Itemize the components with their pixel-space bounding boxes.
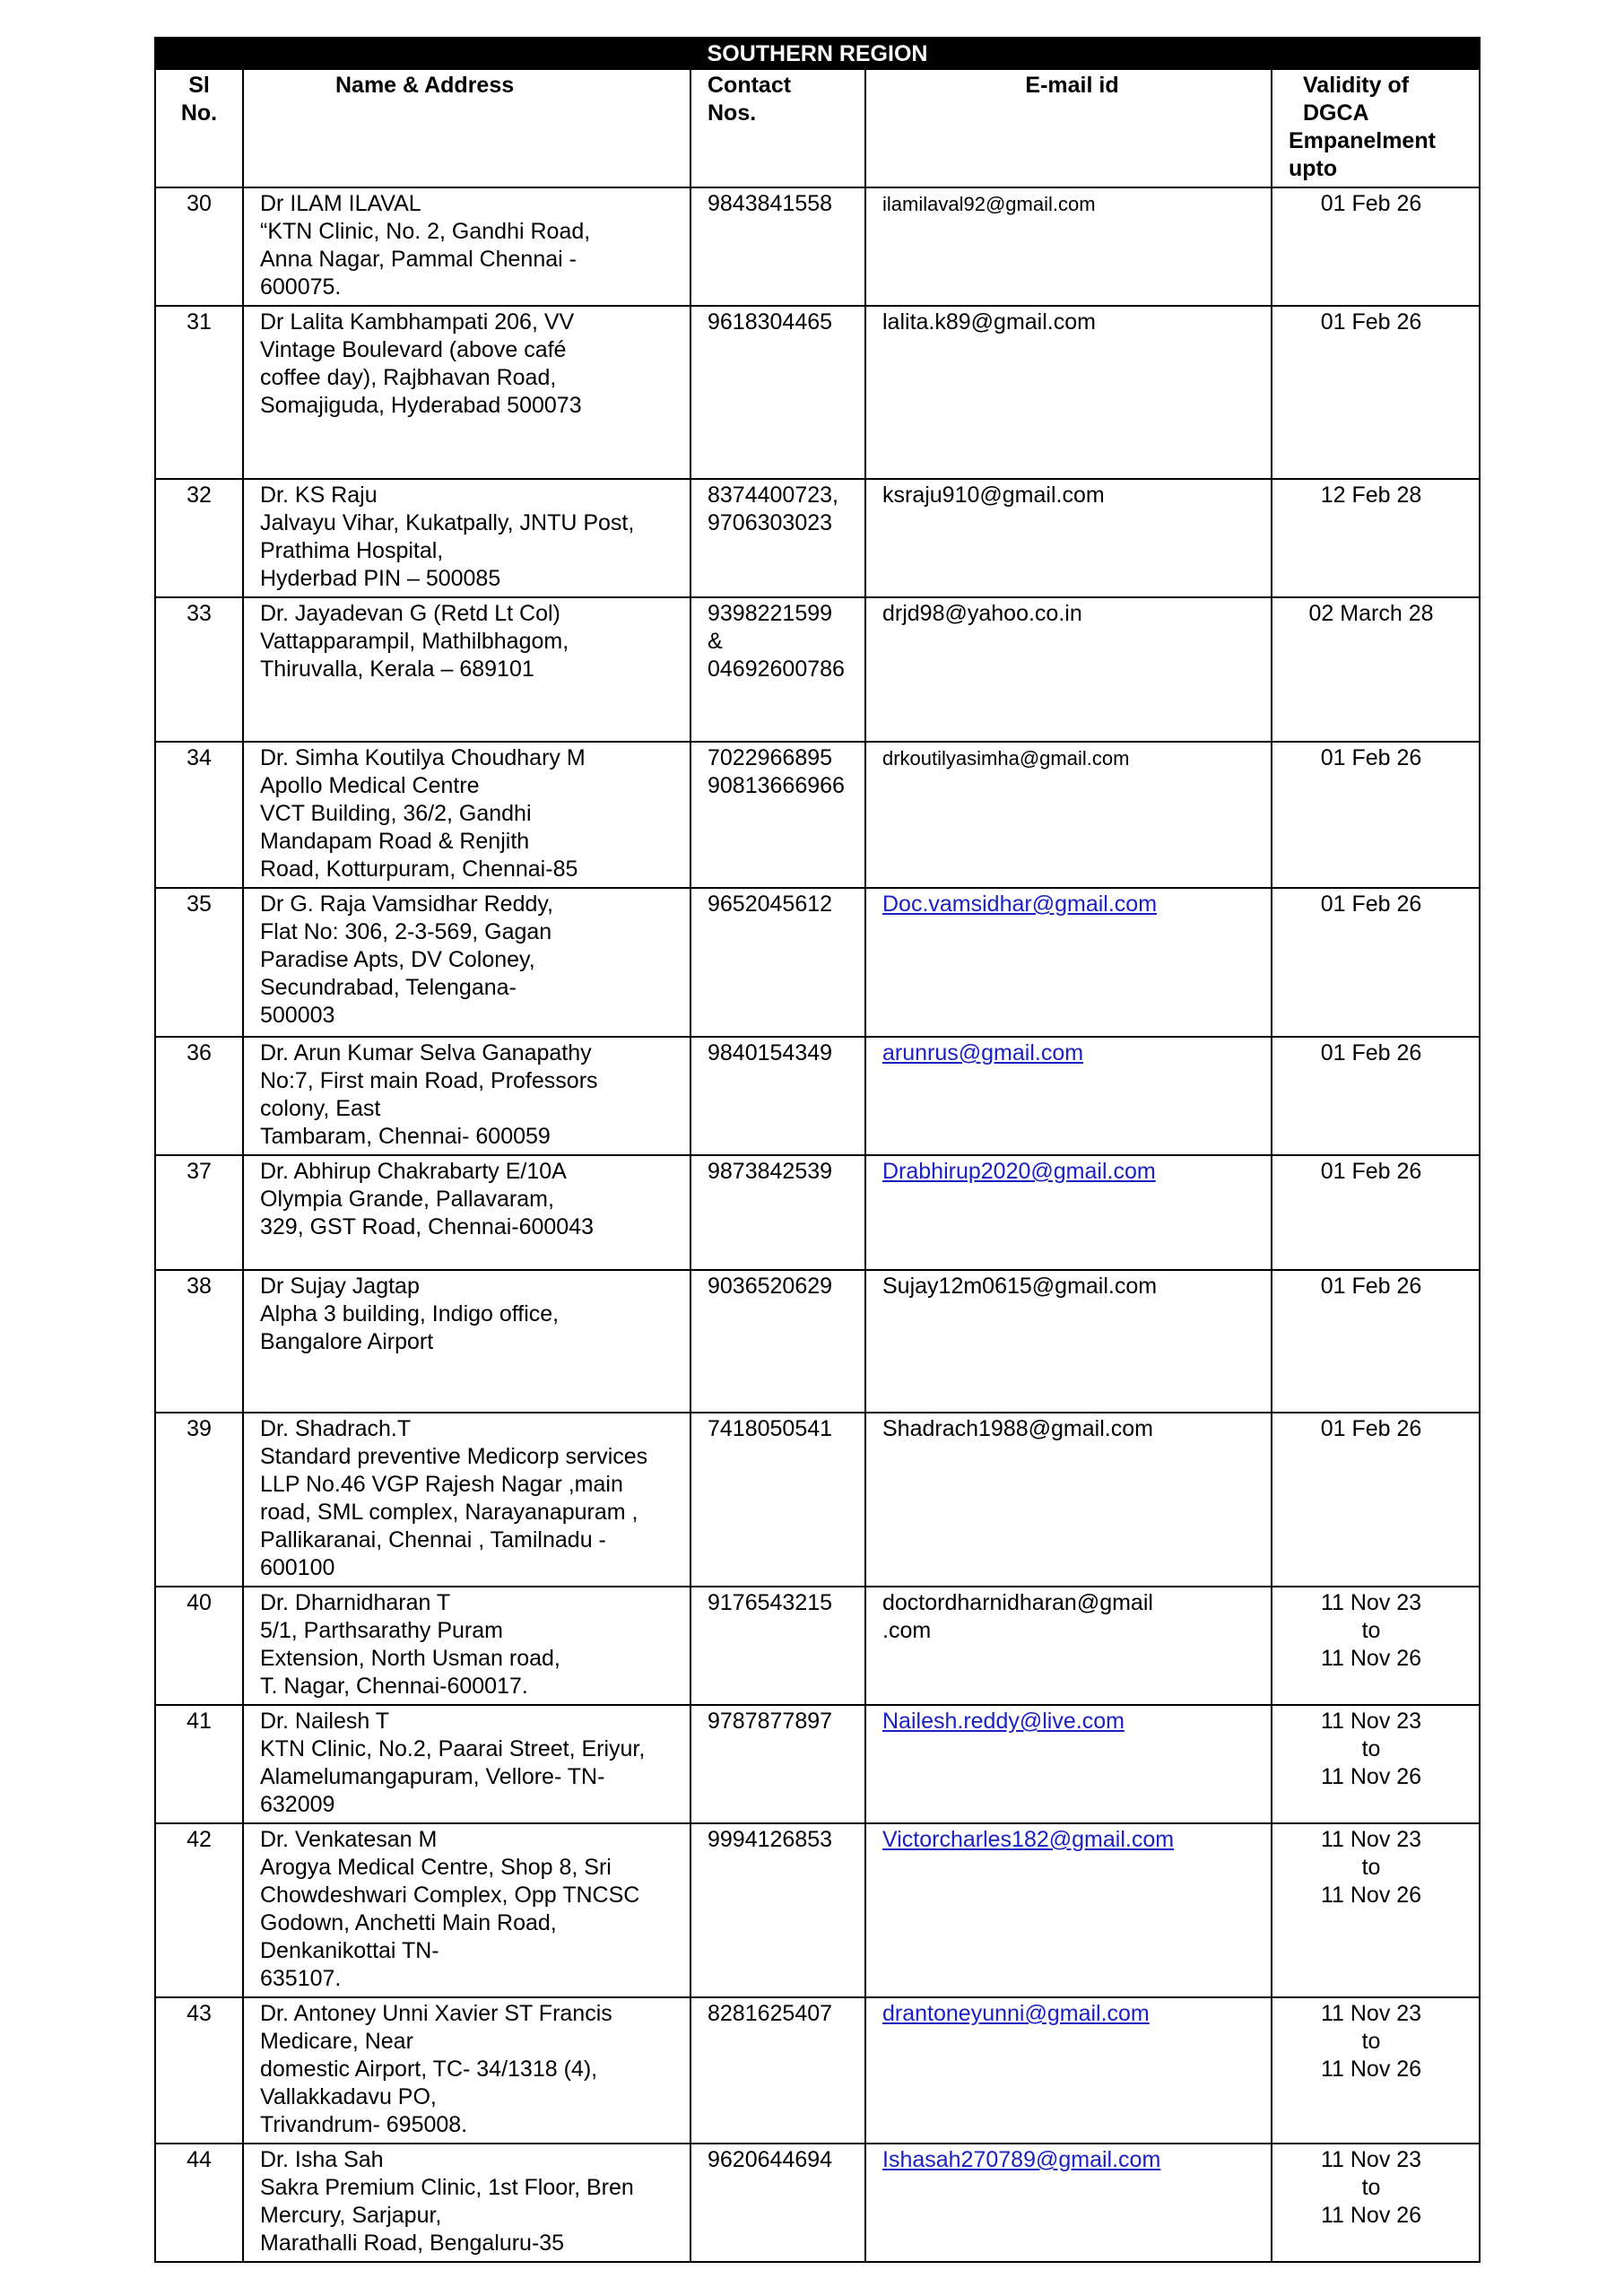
name-line: Dr Lalita Kambhampati 206, VV [260, 309, 575, 335]
email-text: Sujay12m0615@gmail.com [882, 1274, 1158, 1299]
validity-cell [1272, 1705, 1480, 1823]
name-line: Flat No: 306, 2-3-569, Gagan [260, 919, 552, 944]
contact-cell [690, 1413, 865, 1587]
validity-cell [1272, 1823, 1480, 1997]
header-sl-line: Sl [188, 73, 210, 98]
table-row [155, 742, 1480, 888]
name-line: Tambaram, Chennai- 600059 [260, 1124, 551, 1149]
email-cell [865, 1270, 1272, 1413]
header-contact-line: Contact [708, 73, 792, 98]
region-header-row [155, 38, 1480, 69]
name-line: Dr. Arun Kumar Selva Ganapathy [260, 1040, 592, 1065]
name-address-cell [243, 306, 690, 479]
email-text: drkoutilyasimha@gmail.com [882, 747, 1130, 770]
sl-no-cell: 38 [155, 1270, 243, 1413]
validity-line: 12 Feb 28 [1320, 483, 1422, 508]
sl-no-cell: 37 [155, 1155, 243, 1270]
name-line: 5/1, Parthsarathy Puram [260, 1618, 503, 1643]
sl-no-cell: 44 [155, 2144, 243, 2262]
email-cell [865, 306, 1272, 479]
contact-line: 04692600786 [708, 657, 845, 682]
name-address-cell [243, 2144, 690, 2262]
table-row [155, 888, 1480, 1037]
email-cell [865, 1413, 1272, 1587]
name-line: 329, GST Road, Chennai-600043 [260, 1214, 595, 1239]
name-line: 635107. [260, 1966, 342, 1991]
name-address-cell [243, 1997, 690, 2144]
name-line: Dr. Dharnidharan T [260, 1590, 451, 1615]
name-line: 500003 [260, 1003, 335, 1028]
name-line: Secundrabad, Telengana- [260, 975, 517, 1000]
email-text: .com [882, 1618, 932, 1643]
name-line: Medicare, Near [260, 2029, 413, 2054]
contact-cell [690, 479, 865, 597]
validity-cell [1272, 1587, 1480, 1705]
sl-no-cell: 32 [155, 479, 243, 597]
email-cell [865, 479, 1272, 597]
name-address-cell [243, 187, 690, 306]
sl-no-cell: 40 [155, 1587, 243, 1705]
email-cell [865, 1997, 1272, 2144]
name-line: 600075. [260, 274, 342, 300]
name-line: VCT Building, 36/2, Gandhi [260, 801, 532, 826]
sl-no-cell: 41 [155, 1705, 243, 1823]
name-line: Dr. KS Raju [260, 483, 378, 508]
table-row [155, 1155, 1480, 1270]
header-contact [690, 69, 865, 187]
name-address-cell [243, 1705, 690, 1823]
header-validity-line: Validity of [1303, 73, 1410, 98]
name-line: Dr. Shadrach.T [260, 1416, 412, 1441]
contact-cell [690, 1997, 865, 2144]
name-line: domestic Airport, TC- 34/1318 (4), [260, 2057, 598, 2082]
email-text[interactable]: drantoneyunni@gmail.com [882, 2001, 1150, 2026]
email-text[interactable]: Doc.vamsidhar@gmail.com [882, 891, 1158, 917]
validity-line: 11 Nov 26 [1320, 1883, 1422, 1908]
region-title: SOUTHERN REGION [155, 38, 1480, 69]
name-address-cell [243, 1413, 690, 1587]
validity-cell [1272, 1270, 1480, 1413]
contact-cell [690, 1587, 865, 1705]
name-line: Extension, North Usman road, [260, 1646, 560, 1671]
sl-no-cell: 39 [155, 1413, 243, 1587]
validity-line: to [1361, 1618, 1381, 1643]
name-line: No:7, First main Road, Professors [260, 1068, 598, 1093]
sl-no-cell: 43 [155, 1997, 243, 2144]
email-cell [865, 742, 1272, 888]
name-line: Denkanikottai TN- [260, 1938, 439, 1963]
name-line: Mandapam Road & Renjith [260, 829, 530, 854]
contact-line: 90813666966 [708, 773, 845, 798]
name-line: Alamelumangapuram, Vellore- TN- [260, 1764, 605, 1789]
validity-line: to [1361, 2175, 1381, 2200]
contact-cell [690, 2144, 865, 2262]
name-address-cell [243, 888, 690, 1037]
name-line: Dr. Isha Sah [260, 2147, 384, 2172]
name-line: Somajiguda, Hyderabad 500073 [260, 393, 582, 418]
validity-line: 01 Feb 26 [1320, 891, 1422, 917]
contact-cell [690, 888, 865, 1037]
name-address-cell [243, 1155, 690, 1270]
validity-line: 01 Feb 26 [1320, 745, 1422, 770]
contact-line: 7418050541 [708, 1416, 833, 1441]
validity-cell [1272, 1413, 1480, 1587]
name-address-cell [243, 1823, 690, 1997]
name-line: Thiruvalla, Kerala – 689101 [260, 657, 534, 682]
validity-line: 11 Nov 26 [1320, 2203, 1422, 2228]
table-row [155, 479, 1480, 597]
name-line: T. Nagar, Chennai-600017. [260, 1674, 528, 1699]
contact-line: 8281625407 [708, 2001, 833, 2026]
contact-line: 9620644694 [708, 2147, 833, 2172]
email-cell [865, 1587, 1272, 1705]
validity-line: 11 Nov 23 [1320, 1590, 1422, 1615]
name-address-cell [243, 1587, 690, 1705]
name-line: Anna Nagar, Pammal Chennai - [260, 247, 577, 272]
header-validity-line: DGCA [1303, 100, 1369, 126]
email-text: ksraju910@gmail.com [882, 483, 1105, 508]
email-text: drjd98@yahoo.co.in [882, 601, 1082, 626]
validity-cell [1272, 479, 1480, 597]
email-cell [865, 187, 1272, 306]
email-text[interactable]: arunrus@gmail.com [882, 1040, 1084, 1065]
contact-line: 9873842539 [708, 1159, 833, 1184]
validity-cell [1272, 306, 1480, 479]
contact-cell [690, 597, 865, 742]
name-line: Road, Kotturpuram, Chennai-85 [260, 857, 578, 882]
validity-line: 11 Nov 26 [1320, 1646, 1422, 1671]
contact-line: & [708, 629, 723, 654]
table-row [155, 187, 1480, 306]
name-address-cell [243, 1037, 690, 1155]
email-text: ilamilaval92@gmail.com [882, 193, 1096, 215]
contact-cell [690, 1270, 865, 1413]
name-address-cell [243, 1270, 690, 1413]
name-line: Prathima Hospital, [260, 538, 444, 563]
name-line: Paradise Apts, DV Coloney, [260, 947, 535, 972]
table-row [155, 1997, 1480, 2144]
validity-line: to [1361, 2029, 1381, 2054]
validity-cell [1272, 742, 1480, 888]
table-row [155, 2144, 1480, 2262]
validity-line: 11 Nov 23 [1320, 2001, 1422, 2026]
name-line: Trivandrum- 695008. [260, 2112, 468, 2137]
table-row [155, 1587, 1480, 1705]
header-name-address: Name & Address [243, 69, 690, 187]
name-line: Vallakkadavu PO, [260, 2084, 437, 2109]
sl-no-cell: 36 [155, 1037, 243, 1155]
sl-no-cell: 30 [155, 187, 243, 306]
name-address-cell [243, 742, 690, 888]
name-line: Vintage Boulevard (above café [260, 337, 567, 362]
validity-line: 01 Feb 26 [1320, 1416, 1422, 1441]
email-cell [865, 1155, 1272, 1270]
contact-line: 9618304465 [708, 309, 833, 335]
name-line: Dr Sujay Jagtap [260, 1274, 420, 1299]
email-cell [865, 597, 1272, 742]
name-line: Godown, Anchetti Main Road, [260, 1910, 557, 1935]
name-line: road, SML complex, Narayanapuram , [260, 1500, 638, 1525]
name-address-cell [243, 597, 690, 742]
contact-line: 9176543215 [708, 1590, 833, 1615]
name-line: Dr. Nailesh T [260, 1709, 390, 1734]
validity-line: 01 Feb 26 [1320, 1040, 1422, 1065]
validity-line: 01 Feb 26 [1320, 309, 1422, 335]
validity-line: to [1361, 1736, 1381, 1761]
contact-cell [690, 306, 865, 479]
header-validity-line: Empanelment [1289, 128, 1436, 153]
sl-no-cell: 31 [155, 306, 243, 479]
name-line: “KTN Clinic, No. 2, Gandhi Road, [260, 219, 591, 244]
validity-cell [1272, 1037, 1480, 1155]
table-row [155, 1705, 1480, 1823]
name-line: Hyderbad PIN – 500085 [260, 566, 501, 591]
validity-line: 11 Nov 23 [1320, 1709, 1422, 1734]
name-line: 600100 [260, 1555, 335, 1580]
email-text: lalita.k89@gmail.com [882, 309, 1096, 335]
name-address-cell [243, 479, 690, 597]
email-text[interactable]: Drabhirup2020@gmail.com [882, 1159, 1156, 1184]
column-header-row [155, 69, 1480, 187]
name-line: Dr. Jayadevan G (Retd Lt Col) [260, 601, 560, 626]
email-text[interactable]: Victorcharles182@gmail.com [882, 1827, 1175, 1852]
validity-cell [1272, 888, 1480, 1037]
contact-line: 9398221599 [708, 601, 833, 626]
name-line: Sakra Premium Clinic, 1st Floor, Bren [260, 2175, 634, 2200]
contact-cell [690, 1705, 865, 1823]
sl-no-cell: 34 [155, 742, 243, 888]
name-line: Dr G. Raja Vamsidhar Reddy, [260, 891, 553, 917]
table-row [155, 1037, 1480, 1155]
validity-cell [1272, 187, 1480, 306]
table-row [155, 1823, 1480, 1997]
contact-cell [690, 1155, 865, 1270]
validity-cell [1272, 2144, 1480, 2262]
header-email: E-mail id [865, 69, 1272, 187]
header-sl-line: No. [180, 100, 218, 126]
validity-line: 01 Feb 26 [1320, 1159, 1422, 1184]
table-row [155, 1270, 1480, 1413]
sl-no-cell: 42 [155, 1823, 243, 1997]
header-contact-line: Nos. [708, 100, 757, 126]
name-line: Mercury, Sarjapur, [260, 2203, 442, 2228]
validity-line: 01 Feb 26 [1320, 191, 1422, 216]
name-line: Apollo Medical Centre [260, 773, 480, 798]
name-line: Dr. Antoney Unni Xavier ST Francis [260, 2001, 612, 2026]
empanelment-table [154, 37, 1481, 2263]
contact-line: 9840154349 [708, 1040, 833, 1065]
contact-line: 9843841558 [708, 191, 833, 216]
name-line: Jalvayu Vihar, Kukatpally, JNTU Post, [260, 510, 635, 535]
name-line: Bangalore Airport [260, 1329, 434, 1354]
name-line: LLP No.46 VGP Rajesh Nagar ,main [260, 1472, 623, 1497]
email-text: doctordharnidharan@gmail [882, 1590, 1153, 1615]
name-line: coffee day), Rajbhavan Road, [260, 365, 557, 390]
contact-cell [690, 187, 865, 306]
name-line: Olympia Grande, Pallavaram, [260, 1187, 554, 1212]
table-row [155, 597, 1480, 742]
validity-line: 11 Nov 26 [1320, 2057, 1422, 2082]
sl-no-cell: 35 [155, 888, 243, 1037]
name-line: Alpha 3 building, Indigo office, [260, 1301, 560, 1326]
name-line: Dr. Abhirup Chakrabarty E/10A [260, 1159, 567, 1184]
validity-line: 02 March 28 [1308, 601, 1434, 626]
header-sl-no [155, 69, 243, 187]
name-line: Chowdeshwari Complex, Opp TNCSC [260, 1883, 640, 1908]
name-line: colony, East [260, 1096, 381, 1121]
validity-line: 11 Nov 23 [1320, 1827, 1422, 1852]
header-validity-line: upto [1289, 156, 1338, 181]
contact-line: 9706303023 [708, 510, 833, 535]
contact-line: 9787877897 [708, 1709, 833, 1734]
contact-cell [690, 1037, 865, 1155]
name-line: 632009 [260, 1792, 335, 1817]
sl-no-cell: 33 [155, 597, 243, 742]
header-validity [1272, 69, 1480, 187]
name-line: Standard preventive Medicorp services [260, 1444, 648, 1469]
email-cell [865, 1037, 1272, 1155]
name-line: Dr. Simha Koutilya Choudhary M [260, 745, 586, 770]
table-body [155, 187, 1480, 2262]
email-cell [865, 888, 1272, 1037]
name-line: Arogya Medical Centre, Shop 8, Sri [260, 1855, 612, 1880]
email-text: Shadrach1988@gmail.com [882, 1416, 1153, 1441]
contact-line: 7022966895 [708, 745, 833, 770]
table-row [155, 1413, 1480, 1587]
validity-cell [1272, 1997, 1480, 2144]
name-line: KTN Clinic, No.2, Paarai Street, Eriyur, [260, 1736, 646, 1761]
contact-cell [690, 1823, 865, 1997]
contact-line: 9036520629 [708, 1274, 833, 1299]
email-text[interactable]: Ishasah270789@gmail.com [882, 2147, 1161, 2172]
name-line: Marathalli Road, Bengaluru-35 [260, 2231, 565, 2256]
contact-line: 8374400723, [708, 483, 838, 508]
validity-line: 01 Feb 26 [1320, 1274, 1422, 1299]
name-line: Pallikaranai, Chennai , Tamilnadu - [260, 1527, 606, 1552]
validity-cell [1272, 1155, 1480, 1270]
validity-cell [1272, 597, 1480, 742]
contact-line: 9652045612 [708, 891, 833, 917]
contact-cell [690, 742, 865, 888]
email-cell [865, 1705, 1272, 1823]
validity-line: 11 Nov 23 [1320, 2147, 1422, 2172]
name-line: Vattapparampil, Mathilbhagom, [260, 629, 569, 654]
table-row [155, 306, 1480, 479]
contact-line: 9994126853 [708, 1827, 833, 1852]
email-text[interactable]: Nailesh.reddy@live.com [882, 1709, 1125, 1734]
email-cell [865, 1823, 1272, 1997]
name-line: Dr ILAM ILAVAL [260, 191, 421, 216]
validity-line: to [1361, 1855, 1381, 1880]
email-cell [865, 2144, 1272, 2262]
name-line: Dr. Venkatesan M [260, 1827, 438, 1852]
validity-line: 11 Nov 26 [1320, 1764, 1422, 1789]
